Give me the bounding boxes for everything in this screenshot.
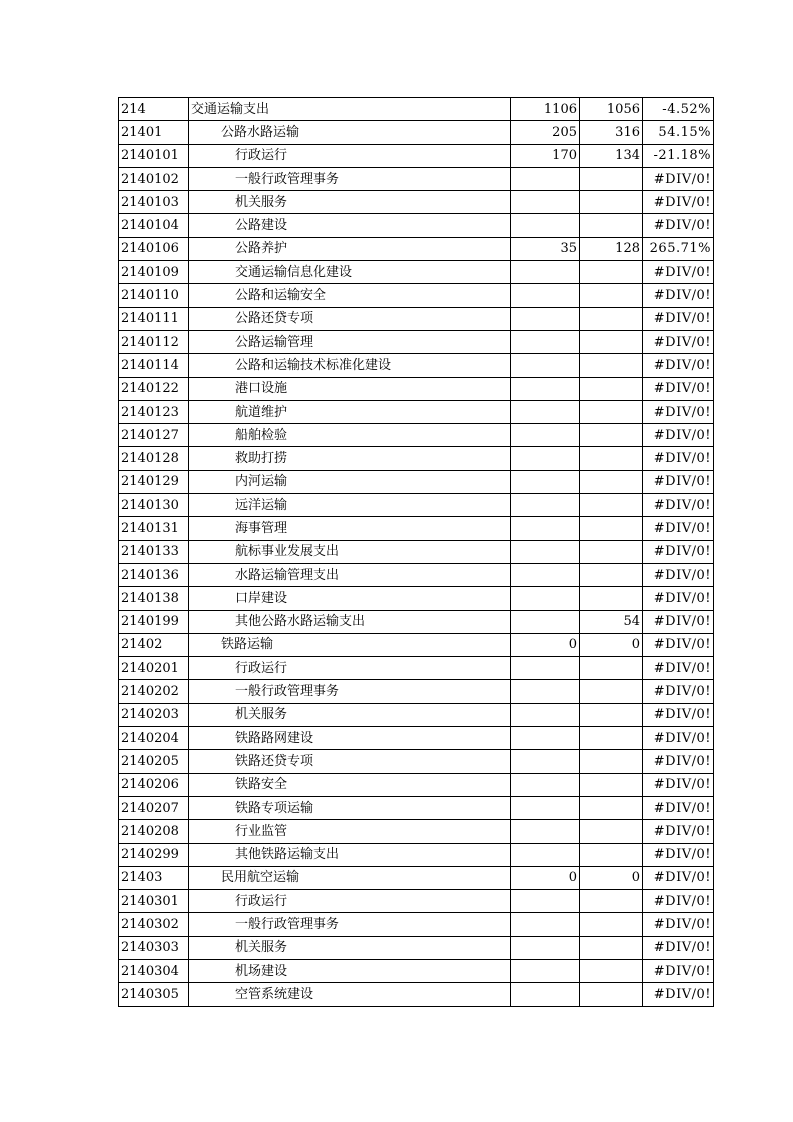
cell-change-percent: #DIV/0! [643,354,714,377]
cell-value-2 [580,913,643,936]
cell-value-1: 0 [511,866,580,889]
cell-value-2 [580,680,643,703]
cell-value-1 [511,657,580,680]
cell-change-percent: #DIV/0! [643,284,714,307]
table-row [119,890,714,913]
cell-item-name: 一般行政管理事务 [189,167,511,190]
budget-table-body [119,98,714,1007]
cell-value-2 [580,936,643,959]
cell-change-percent: #DIV/0! [643,470,714,493]
cell-item-name: 公路和运输安全 [189,284,511,307]
cell-item-name: 铁路还贷专项 [189,750,511,773]
cell-code: 2140122 [119,377,189,400]
cell-code: 2140199 [119,610,189,633]
table-row [119,540,714,563]
cell-change-percent: #DIV/0! [643,587,714,610]
cell-item-name: 海事管理 [189,517,511,540]
cell-value-2 [580,494,643,517]
cell-code: 2140208 [119,820,189,843]
cell-change-percent: #DIV/0! [643,959,714,982]
table-row [119,587,714,610]
table-row [119,983,714,1006]
table-row [119,680,714,703]
cell-item-name: 民用航空运输 [189,866,511,889]
table-row [119,820,714,843]
cell-item-name: 铁路运输 [189,633,511,656]
cell-value-2 [580,167,643,190]
cell-value-2 [580,284,643,307]
cell-value-1 [511,191,580,214]
cell-code: 2140138 [119,587,189,610]
table-row [119,330,714,353]
cell-code: 2140104 [119,214,189,237]
cell-change-percent: #DIV/0! [643,773,714,796]
table-row [119,261,714,284]
budget-table [118,97,714,1007]
cell-value-2 [580,727,643,750]
cell-item-name: 机关服务 [189,191,511,214]
cell-value-1 [511,167,580,190]
cell-value-1 [511,284,580,307]
cell-item-name: 航标事业发展支出 [189,540,511,563]
cell-change-percent: #DIV/0! [643,610,714,633]
cell-item-name: 行政运行 [189,657,511,680]
table-row [119,633,714,656]
cell-change-percent: #DIV/0! [643,913,714,936]
cell-item-name: 水路运输管理支出 [189,563,511,586]
cell-change-percent: #DIV/0! [643,890,714,913]
cell-value-2 [580,773,643,796]
cell-value-2 [580,447,643,470]
cell-item-name: 一般行政管理事务 [189,680,511,703]
table-row [119,98,714,121]
cell-change-percent: #DIV/0! [643,261,714,284]
table-row [119,307,714,330]
cell-value-1 [511,494,580,517]
cell-change-percent: #DIV/0! [643,866,714,889]
cell-code: 2140301 [119,890,189,913]
cell-change-percent: 265.71% [643,237,714,260]
cell-code: 2140133 [119,540,189,563]
cell-code: 2140302 [119,913,189,936]
cell-value-2: 316 [580,121,643,144]
cell-value-2 [580,820,643,843]
cell-value-2: 54 [580,610,643,633]
cell-value-1 [511,563,580,586]
cell-value-2 [580,540,643,563]
cell-code: 2140127 [119,424,189,447]
cell-code: 2140136 [119,563,189,586]
table-row [119,447,714,470]
cell-item-name: 公路水路运输 [189,121,511,144]
cell-value-2 [580,517,643,540]
cell-code: 21402 [119,633,189,656]
cell-value-1 [511,214,580,237]
cell-code: 2140128 [119,447,189,470]
cell-code: 2140111 [119,307,189,330]
cell-value-2 [580,330,643,353]
cell-code: 2140204 [119,727,189,750]
cell-code: 2140101 [119,144,189,167]
cell-change-percent: #DIV/0! [643,727,714,750]
cell-value-2 [580,400,643,423]
cell-change-percent: -21.18% [643,144,714,167]
cell-value-2 [580,587,643,610]
table-row [119,657,714,680]
cell-code: 2140112 [119,330,189,353]
table-row [119,959,714,982]
cell-item-name: 空管系统建设 [189,983,511,1006]
table-row [119,470,714,493]
cell-change-percent: 54.15% [643,121,714,144]
table-row [119,494,714,517]
table-row [119,796,714,819]
cell-change-percent: #DIV/0! [643,517,714,540]
cell-value-1 [511,377,580,400]
cell-item-name: 救助打捞 [189,447,511,470]
cell-value-1: 0 [511,633,580,656]
cell-code: 2140109 [119,261,189,284]
table-row [119,936,714,959]
cell-code: 21403 [119,866,189,889]
cell-value-1 [511,447,580,470]
cell-value-2: 0 [580,633,643,656]
table-row [119,121,714,144]
cell-code: 2140205 [119,750,189,773]
cell-value-1: 170 [511,144,580,167]
cell-change-percent: #DIV/0! [643,167,714,190]
cell-code: 214 [119,98,189,121]
cell-code: 2140110 [119,284,189,307]
cell-value-1: 35 [511,237,580,260]
cell-item-name: 公路养护 [189,237,511,260]
cell-item-name: 公路和运输技术标准化建设 [189,354,511,377]
cell-code: 2140299 [119,843,189,866]
cell-value-2 [580,261,643,284]
cell-value-1 [511,470,580,493]
cell-value-1 [511,610,580,633]
cell-change-percent: #DIV/0! [643,796,714,819]
cell-change-percent: #DIV/0! [643,563,714,586]
table-row [119,843,714,866]
cell-value-2 [580,424,643,447]
cell-item-name: 口岸建设 [189,587,511,610]
cell-code: 2140131 [119,517,189,540]
cell-value-1 [511,424,580,447]
cell-value-1 [511,540,580,563]
cell-value-2: 0 [580,866,643,889]
table-row [119,400,714,423]
cell-value-1 [511,913,580,936]
cell-item-name: 港口设施 [189,377,511,400]
cell-value-1 [511,796,580,819]
cell-value-2 [580,796,643,819]
table-row [119,214,714,237]
table-row [119,144,714,167]
cell-value-1 [511,307,580,330]
cell-change-percent: #DIV/0! [643,330,714,353]
cell-item-name: 交通运输信息化建设 [189,261,511,284]
cell-code: 2140123 [119,400,189,423]
table-row [119,354,714,377]
cell-code: 2140103 [119,191,189,214]
table-row [119,703,714,726]
cell-code: 21401 [119,121,189,144]
table-row [119,191,714,214]
cell-item-name: 公路建设 [189,214,511,237]
cell-value-1 [511,983,580,1006]
cell-value-2 [580,983,643,1006]
cell-value-2 [580,890,643,913]
table-row [119,424,714,447]
cell-value-1 [511,959,580,982]
cell-change-percent: #DIV/0! [643,377,714,400]
cell-value-1 [511,890,580,913]
cell-change-percent: #DIV/0! [643,400,714,423]
table-row [119,750,714,773]
cell-value-1 [511,330,580,353]
cell-change-percent: #DIV/0! [643,703,714,726]
table-row [119,610,714,633]
cell-value-1 [511,354,580,377]
cell-code: 2140114 [119,354,189,377]
cell-code: 2140305 [119,983,189,1006]
cell-code: 2140130 [119,494,189,517]
table-row [119,237,714,260]
cell-change-percent: #DIV/0! [643,307,714,330]
table-row [119,377,714,400]
cell-code: 2140207 [119,796,189,819]
table-row [119,866,714,889]
cell-value-2: 134 [580,144,643,167]
cell-change-percent: #DIV/0! [643,494,714,517]
cell-value-1 [511,587,580,610]
cell-change-percent: #DIV/0! [643,657,714,680]
cell-item-name: 机关服务 [189,703,511,726]
cell-value-2 [580,307,643,330]
cell-item-name: 行政运行 [189,890,511,913]
cell-value-1: 1106 [511,98,580,121]
cell-code: 2140201 [119,657,189,680]
cell-value-2 [580,959,643,982]
cell-code: 2140304 [119,959,189,982]
cell-value-1 [511,517,580,540]
cell-change-percent: #DIV/0! [643,843,714,866]
cell-item-name: 航道维护 [189,400,511,423]
cell-value-1 [511,727,580,750]
cell-code: 2140102 [119,167,189,190]
cell-code: 2140106 [119,237,189,260]
cell-value-1 [511,773,580,796]
cell-value-2 [580,377,643,400]
cell-value-2 [580,843,643,866]
cell-change-percent: #DIV/0! [643,447,714,470]
cell-item-name: 一般行政管理事务 [189,913,511,936]
cell-change-percent: #DIV/0! [643,633,714,656]
cell-value-1 [511,703,580,726]
cell-item-name: 公路运输管理 [189,330,511,353]
table-row [119,167,714,190]
cell-value-2 [580,214,643,237]
cell-value-1 [511,750,580,773]
cell-code: 2140303 [119,936,189,959]
cell-code: 2140203 [119,703,189,726]
cell-value-1 [511,843,580,866]
cell-code: 2140129 [119,470,189,493]
cell-code: 2140202 [119,680,189,703]
cell-value-2: 128 [580,237,643,260]
cell-item-name: 行政运行 [189,144,511,167]
cell-value-2: 1056 [580,98,643,121]
cell-change-percent: #DIV/0! [643,540,714,563]
cell-change-percent: #DIV/0! [643,983,714,1006]
cell-change-percent: #DIV/0! [643,424,714,447]
cell-item-name: 铁路专项运输 [189,796,511,819]
cell-item-name: 铁路路网建设 [189,727,511,750]
cell-item-name: 船舶检验 [189,424,511,447]
cell-value-2 [580,354,643,377]
table-row [119,284,714,307]
table-row [119,727,714,750]
cell-value-1: 205 [511,121,580,144]
cell-item-name: 公路还贷专项 [189,307,511,330]
cell-item-name: 交通运输支出 [189,98,511,121]
cell-item-name: 其他铁路运输支出 [189,843,511,866]
cell-value-1 [511,820,580,843]
cell-change-percent: #DIV/0! [643,936,714,959]
cell-value-2 [580,703,643,726]
cell-item-name: 机关服务 [189,936,511,959]
cell-value-1 [511,400,580,423]
table-row [119,913,714,936]
cell-item-name: 行业监管 [189,820,511,843]
cell-value-2 [580,191,643,214]
cell-item-name: 机场建设 [189,959,511,982]
cell-value-2 [580,750,643,773]
cell-change-percent: #DIV/0! [643,680,714,703]
cell-value-1 [511,936,580,959]
cell-item-name: 其他公路水路运输支出 [189,610,511,633]
cell-value-2 [580,563,643,586]
table-row [119,563,714,586]
cell-code: 2140206 [119,773,189,796]
cell-item-name: 远洋运输 [189,494,511,517]
cell-value-2 [580,470,643,493]
cell-value-2 [580,657,643,680]
cell-item-name: 铁路安全 [189,773,511,796]
table-row [119,773,714,796]
cell-change-percent: -4.52% [643,98,714,121]
cell-value-1 [511,261,580,284]
cell-change-percent: #DIV/0! [643,750,714,773]
cell-change-percent: #DIV/0! [643,820,714,843]
cell-item-name: 内河运输 [189,470,511,493]
cell-value-1 [511,680,580,703]
cell-change-percent: #DIV/0! [643,191,714,214]
table-row [119,517,714,540]
cell-change-percent: #DIV/0! [643,214,714,237]
